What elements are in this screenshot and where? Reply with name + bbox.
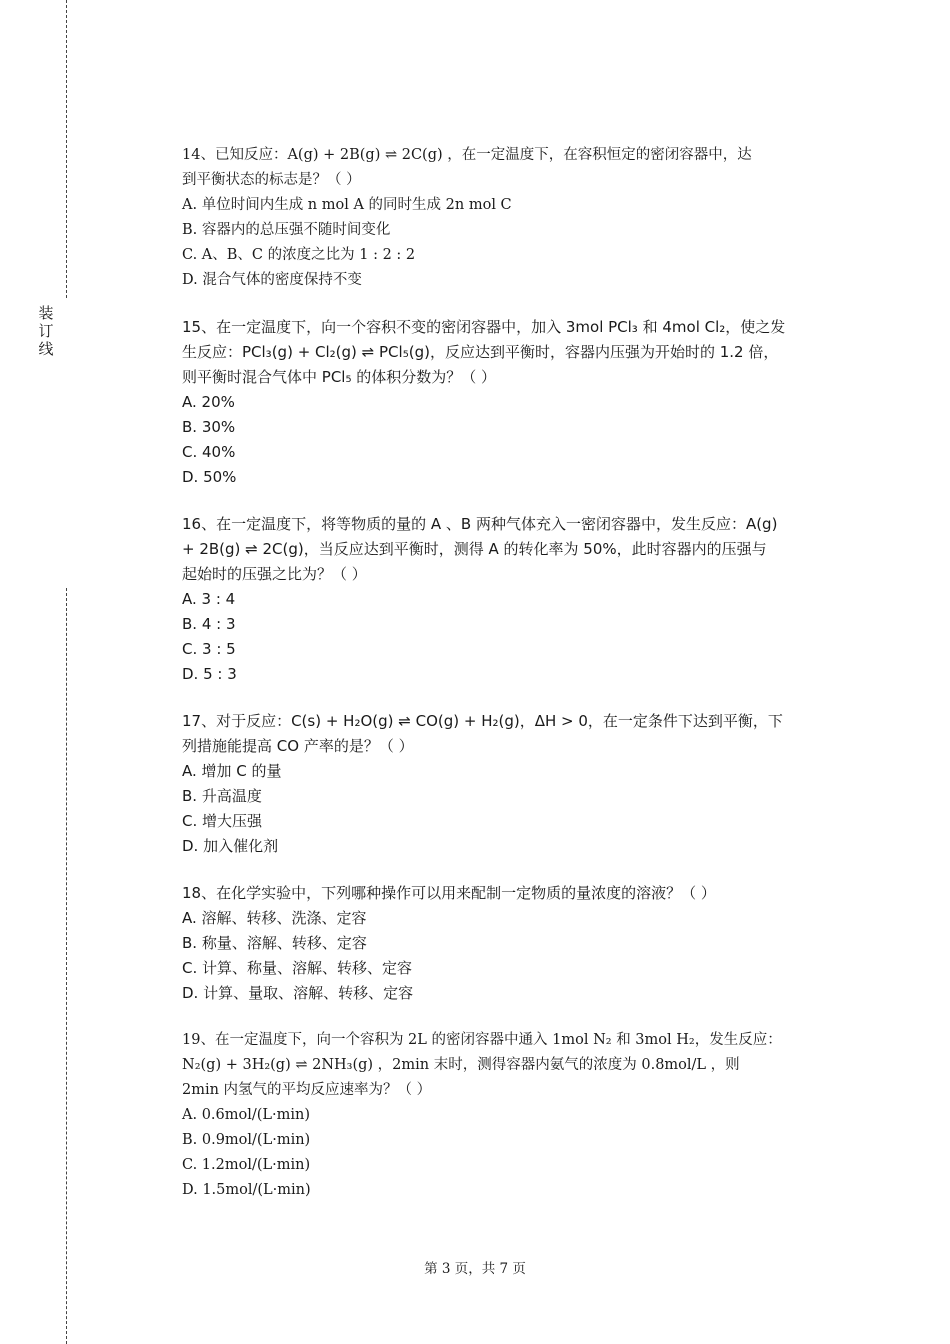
stem-line: 14、已知反应：A(g) + 2B(g) ⇌ 2C(g) ，在一定温度下，在容积恒定的密闭容器中，达 (182, 147, 752, 163)
binding-label-char: 线 (38, 340, 54, 358)
option-a: A. 0.6mol/(L·min) (182, 1107, 311, 1123)
question-stem (182, 143, 842, 193)
stem-line: 2min 内氢气的平均反应速率为？（ ） (182, 1082, 432, 1098)
stem-line: + 2B(g) ⇌ 2C(g)，当反应达到平衡时，测得 A 的转化率为 50%，此时容器内的压强与 (182, 540, 767, 558)
option-d: D. 计算、量取、溶解、转移、定容 (182, 984, 414, 1002)
stem-line: N₂(g) + 3H₂(g) ⇌ 2NH₃(g) ，2min 末时，测得容器内氨气的浓度为 0.8mol/L ，则 (182, 1057, 740, 1073)
binding-label (36, 304, 56, 358)
stem-line: 列措施能提高 CO 产率的是？（ ） (182, 737, 414, 755)
stem-line: 16、在一定温度下，将等物质的量的 A 、B 两种气体充入一密闭容器中，发生反应：A(g) (182, 515, 778, 533)
question-19 (182, 1028, 842, 1203)
question-17 (182, 709, 842, 859)
question-stem (182, 315, 842, 390)
stem-line: 生反应：PCl₃(g) + Cl₂(g) ⇌ PCl₅(g)，反应达到平衡时，容器内压强为开始时的 1.2 倍， (182, 343, 779, 361)
question-stem (182, 709, 842, 759)
page-number: 第 3 页，共 7 页 (424, 1261, 526, 1277)
binding-dashed-line-top (66, 0, 67, 298)
stem-line: 起始时的压强之比为？（ ） (182, 565, 367, 583)
question-stem (182, 512, 842, 587)
stem-line: 则平衡时混合气体中 PCl₅ 的体积分数为？（ ） (182, 368, 497, 386)
binding-label-char: 订 (38, 322, 54, 340)
option-d: D. 1.5mol/(L·min) (182, 1182, 311, 1198)
stem-line: 到平衡状态的标志是？（ ） (182, 172, 361, 188)
option-b: B. 容器内的总压强不随时间变化 (182, 222, 391, 238)
stem-line: 19、在一定温度下，向一个容积为 2L 的密闭容器中通入 1mol N₂ 和 3mol H₂，发生反应： (182, 1032, 782, 1048)
option-b: B. 30% (182, 418, 236, 436)
option-b: B. 0.9mol/(L·min) (182, 1132, 311, 1148)
option-a: A. 3 : 4 (182, 590, 236, 608)
binding-dashed-line-bottom (66, 588, 67, 1344)
option-d: D. 混合气体的密度保持不变 (182, 272, 362, 288)
stem-line: 18、在化学实验中，下列哪种操作可以用来配制一定物质的量浓度的溶液？（ ） (182, 884, 716, 902)
option-b: B. 称量、溶解、转移、定容 (182, 934, 367, 952)
question-stem (182, 881, 842, 906)
option-a: A. 单位时间内生成 n mol A 的同时生成 2n mol C (182, 197, 512, 213)
option-d: D. 加入催化剂 (182, 837, 279, 855)
option-a: A. 溶解、转移、洗涤、定容 (182, 909, 367, 927)
option-c: C. 3 : 5 (182, 640, 236, 658)
option-d: D. 5 : 3 (182, 665, 237, 683)
question-18 (182, 881, 842, 1006)
stem-line: 17、对于反应：C(s) + H₂O(g) ⇌ CO(g) + H₂(g)，ΔH > 0，在一定条件下达到平衡，下 (182, 712, 783, 730)
question-stem (182, 1028, 842, 1103)
option-a: A. 20% (182, 393, 235, 411)
question-list (182, 143, 842, 1225)
option-c: C. 增大压强 (182, 812, 263, 830)
question-15 (182, 315, 842, 490)
option-b: B. 升高温度 (182, 787, 262, 805)
option-c: C. 1.2mol/(L·min) (182, 1157, 311, 1173)
question-16 (182, 512, 842, 687)
option-c: C. 计算、称量、溶解、转移、定容 (182, 959, 413, 977)
stem-line: 15、在一定温度下，向一个容积不变的密闭容器中，加入 3mol PCl₃ 和 4mol Cl₂，使之发 (182, 318, 786, 336)
option-c: C. A、B、C 的浓度之比为 1 : 2 : 2 (182, 247, 416, 263)
option-b: B. 4 : 3 (182, 615, 236, 633)
binding-label-char: 装 (38, 304, 54, 322)
option-d: D. 50% (182, 468, 237, 486)
option-c: C. 40% (182, 443, 236, 461)
option-a: A. 增加 C 的量 (182, 762, 282, 780)
question-14 (182, 143, 842, 293)
